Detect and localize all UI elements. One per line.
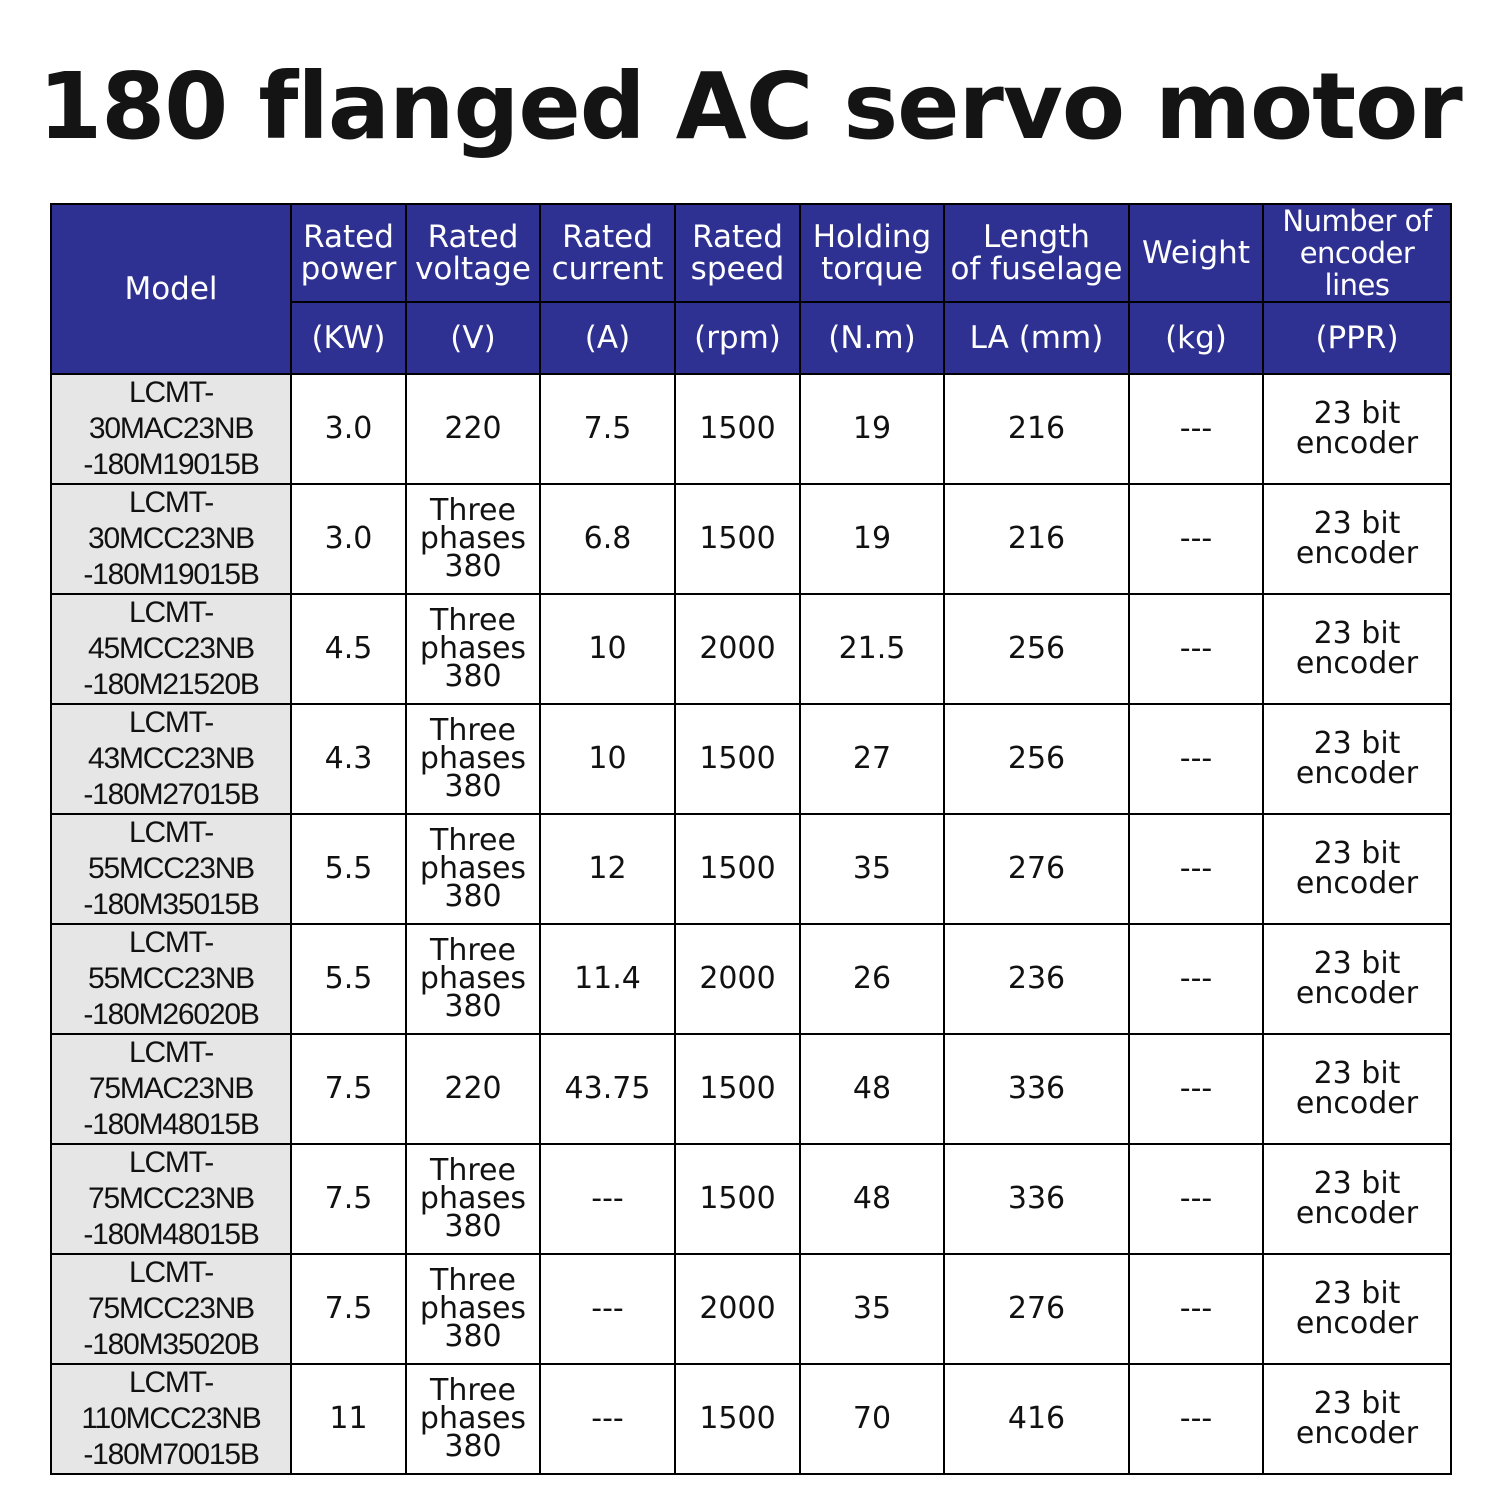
table-header [51, 204, 1451, 374]
table-body [51, 374, 1451, 1474]
model-cell [51, 374, 291, 484]
voltage-line: 380 [444, 989, 502, 1024]
voltage-line: 380 [444, 1319, 502, 1354]
encoder-line-2: encoder [1295, 536, 1419, 571]
unit-rpm: (rpm) [675, 302, 800, 374]
model-line-2: -180M27015B [83, 778, 259, 811]
table-row [51, 814, 1451, 924]
header-holding-torque: Holding torque [800, 204, 944, 302]
voltage-cell [406, 924, 540, 1034]
power-cell: 7.5 [291, 1144, 406, 1254]
length-cell: 236 [944, 924, 1129, 1034]
weight-cell: --- [1129, 1144, 1263, 1254]
model-cell [51, 484, 291, 594]
header-length: Length of fuselage [944, 204, 1129, 302]
table-row [51, 704, 1451, 814]
current-cell: --- [540, 1144, 675, 1254]
voltage-line: Three [430, 823, 516, 858]
length-cell: 216 [944, 484, 1129, 594]
unit-ppr: (PPR) [1263, 302, 1451, 374]
torque-cell: 70 [800, 1364, 944, 1474]
power-cell: 4.3 [291, 704, 406, 814]
encoder-line-2: encoder [1295, 976, 1419, 1011]
voltage-cell [406, 484, 540, 594]
voltage-line: 380 [444, 879, 502, 914]
unit-nm: (N.m) [800, 302, 944, 374]
current-cell: 10 [540, 594, 675, 704]
model-line-1: LCMT-110MCC23NB [81, 1366, 261, 1435]
weight-cell: --- [1129, 1364, 1263, 1474]
encoder-cell [1263, 374, 1451, 484]
weight-cell: --- [1129, 374, 1263, 484]
encoder-cell [1263, 814, 1451, 924]
length-cell: 276 [944, 1254, 1129, 1364]
voltage-line: phases [419, 631, 527, 666]
table-row [51, 374, 1451, 484]
model-line-1: LCMT-30MCC23NB [88, 486, 254, 555]
model-line-2: -180M19015B [83, 448, 259, 481]
table-row [51, 1144, 1451, 1254]
voltage-line: phases [419, 1291, 527, 1326]
weight-cell: --- [1129, 704, 1263, 814]
model-line-1: LCMT-75MCC23NB [88, 1256, 254, 1325]
table-row [51, 594, 1451, 704]
header-model: Model [51, 204, 291, 374]
model-line-1: LCMT-55MCC23NB [88, 816, 254, 885]
power-cell: 4.5 [291, 594, 406, 704]
voltage-line: 380 [444, 549, 502, 584]
voltage-line: Three [430, 1153, 516, 1188]
length-cell: 336 [944, 1144, 1129, 1254]
current-cell: 12 [540, 814, 675, 924]
current-cell: 10 [540, 704, 675, 814]
table-row [51, 484, 1451, 594]
model-cell [51, 1254, 291, 1364]
header-rated-power: Rated power [291, 204, 406, 302]
weight-cell: --- [1129, 484, 1263, 594]
encoder-line-2: encoder [1295, 1306, 1419, 1341]
spec-table [50, 203, 1452, 1475]
voltage-line: 220 [444, 411, 502, 446]
model-line-1: LCMT-75MCC23NB [88, 1146, 254, 1215]
weight-cell: --- [1129, 594, 1263, 704]
encoder-cell [1263, 924, 1451, 1034]
voltage-cell [406, 594, 540, 704]
power-cell: 5.5 [291, 814, 406, 924]
speed-cell: 2000 [675, 1254, 800, 1364]
length-cell: 336 [944, 1034, 1129, 1144]
encoder-line-1: 23 bit [1313, 506, 1401, 541]
voltage-cell [406, 1144, 540, 1254]
encoder-cell [1263, 1034, 1451, 1144]
torque-cell: 21.5 [800, 594, 944, 704]
model-line-1: LCMT-43MCC23NB [88, 706, 254, 775]
speed-cell: 1500 [675, 1144, 800, 1254]
length-cell: 276 [944, 814, 1129, 924]
header-rated-voltage: Rated voltage [406, 204, 540, 302]
encoder-line-2: encoder [1295, 646, 1419, 681]
torque-cell: 35 [800, 1254, 944, 1364]
torque-cell: 35 [800, 814, 944, 924]
encoder-cell [1263, 1254, 1451, 1364]
voltage-line: phases [419, 521, 527, 556]
current-cell: --- [540, 1364, 675, 1474]
current-cell: 43.75 [540, 1034, 675, 1144]
model-cell [51, 1034, 291, 1144]
speed-cell: 1500 [675, 1364, 800, 1474]
voltage-line: Three [430, 713, 516, 748]
weight-cell: --- [1129, 1034, 1263, 1144]
table-row [51, 1364, 1451, 1474]
speed-cell: 1500 [675, 814, 800, 924]
speed-cell: 2000 [675, 594, 800, 704]
power-cell: 11 [291, 1364, 406, 1474]
model-cell [51, 924, 291, 1034]
speed-cell: 1500 [675, 374, 800, 484]
header-weight: Weight [1129, 204, 1263, 302]
voltage-line: phases [419, 1401, 527, 1436]
header-encoder-lines: Number of encoder lines [1263, 204, 1451, 302]
voltage-line: Three [430, 1263, 516, 1298]
voltage-line: 380 [444, 1209, 502, 1244]
torque-cell: 48 [800, 1034, 944, 1144]
speed-cell: 1500 [675, 484, 800, 594]
encoder-line-1: 23 bit [1313, 1166, 1401, 1201]
model-line-1: LCMT-55MCC23NB [88, 926, 254, 995]
encoder-line-2: encoder [1295, 426, 1419, 461]
page-title: 180 flanged AC servo motor [38, 53, 1462, 160]
power-cell: 7.5 [291, 1034, 406, 1144]
voltage-line: 380 [444, 659, 502, 694]
speed-cell: 2000 [675, 924, 800, 1034]
length-cell: 416 [944, 1364, 1129, 1474]
current-cell: 11.4 [540, 924, 675, 1034]
model-cell [51, 814, 291, 924]
encoder-line-1: 23 bit [1313, 726, 1401, 761]
encoder-line-2: encoder [1295, 1416, 1419, 1451]
model-cell [51, 1144, 291, 1254]
current-cell: --- [540, 1254, 675, 1364]
model-cell [51, 1364, 291, 1474]
unit-a: (A) [540, 302, 675, 374]
encoder-cell [1263, 484, 1451, 594]
encoder-cell [1263, 1144, 1451, 1254]
encoder-line-2: encoder [1295, 1086, 1419, 1121]
voltage-cell [406, 1364, 540, 1474]
encoder-line-1: 23 bit [1313, 1276, 1401, 1311]
table-row [51, 924, 1451, 1034]
unit-kg: (kg) [1129, 302, 1263, 374]
length-cell: 256 [944, 594, 1129, 704]
model-cell [51, 704, 291, 814]
voltage-line: 220 [444, 1071, 502, 1106]
torque-cell: 19 [800, 484, 944, 594]
voltage-line: phases [419, 851, 527, 886]
encoder-line-2: encoder [1295, 756, 1419, 791]
weight-cell: --- [1129, 1254, 1263, 1364]
model-cell [51, 594, 291, 704]
voltage-line: 380 [444, 1429, 502, 1464]
voltage-line: phases [419, 741, 527, 776]
torque-cell: 19 [800, 374, 944, 484]
power-cell: 7.5 [291, 1254, 406, 1364]
voltage-line: Three [430, 1373, 516, 1408]
unit-kw: (KW) [291, 302, 406, 374]
header-rated-speed: Rated speed [675, 204, 800, 302]
encoder-cell [1263, 1364, 1451, 1474]
encoder-line-1: 23 bit [1313, 396, 1401, 431]
voltage-line: phases [419, 961, 527, 996]
voltage-cell [406, 374, 540, 484]
length-cell: 256 [944, 704, 1129, 814]
torque-cell: 26 [800, 924, 944, 1034]
voltage-line: Three [430, 603, 516, 638]
voltage-line: phases [419, 1181, 527, 1216]
speed-cell: 1500 [675, 704, 800, 814]
torque-cell: 48 [800, 1144, 944, 1254]
speed-cell: 1500 [675, 1034, 800, 1144]
model-line-2: -180M19015B [83, 558, 259, 591]
encoder-line-1: 23 bit [1313, 1056, 1401, 1091]
torque-cell: 27 [800, 704, 944, 814]
model-line-1: LCMT-45MCC23NB [88, 596, 254, 665]
voltage-cell [406, 1034, 540, 1144]
model-line-1: LCMT-75MAC23NB [88, 1036, 254, 1105]
encoder-cell [1263, 704, 1451, 814]
model-line-2: -180M35020B [83, 1328, 259, 1361]
model-line-2: -180M48015B [83, 1108, 259, 1141]
voltage-line: Three [430, 493, 516, 528]
model-line-2: -180M26020B [83, 998, 259, 1031]
model-line-1: LCMT-30MAC23NB [88, 376, 254, 445]
power-cell: 3.0 [291, 374, 406, 484]
unit-v: (V) [406, 302, 540, 374]
table-row [51, 1034, 1451, 1144]
voltage-cell [406, 814, 540, 924]
weight-cell: --- [1129, 814, 1263, 924]
weight-cell: --- [1129, 924, 1263, 1034]
encoder-cell [1263, 594, 1451, 704]
model-line-2: -180M35015B [83, 888, 259, 921]
model-line-2: -180M70015B [83, 1438, 259, 1471]
encoder-line-2: encoder [1295, 1196, 1419, 1231]
voltage-cell [406, 1254, 540, 1364]
model-line-2: -180M21520B [83, 668, 259, 701]
unit-mm: LA (mm) [944, 302, 1129, 374]
current-cell: 7.5 [540, 374, 675, 484]
current-cell: 6.8 [540, 484, 675, 594]
power-cell: 3.0 [291, 484, 406, 594]
encoder-line-1: 23 bit [1313, 616, 1401, 651]
encoder-line-1: 23 bit [1313, 1386, 1401, 1421]
voltage-line: Three [430, 933, 516, 968]
table-row [51, 1254, 1451, 1364]
power-cell: 5.5 [291, 924, 406, 1034]
header-rated-current: Rated current [540, 204, 675, 302]
encoder-line-2: encoder [1295, 866, 1419, 901]
voltage-cell [406, 704, 540, 814]
encoder-line-1: 23 bit [1313, 946, 1401, 981]
voltage-line: 380 [444, 769, 502, 804]
length-cell: 216 [944, 374, 1129, 484]
model-line-2: -180M48015B [83, 1218, 259, 1251]
encoder-line-1: 23 bit [1313, 836, 1401, 871]
